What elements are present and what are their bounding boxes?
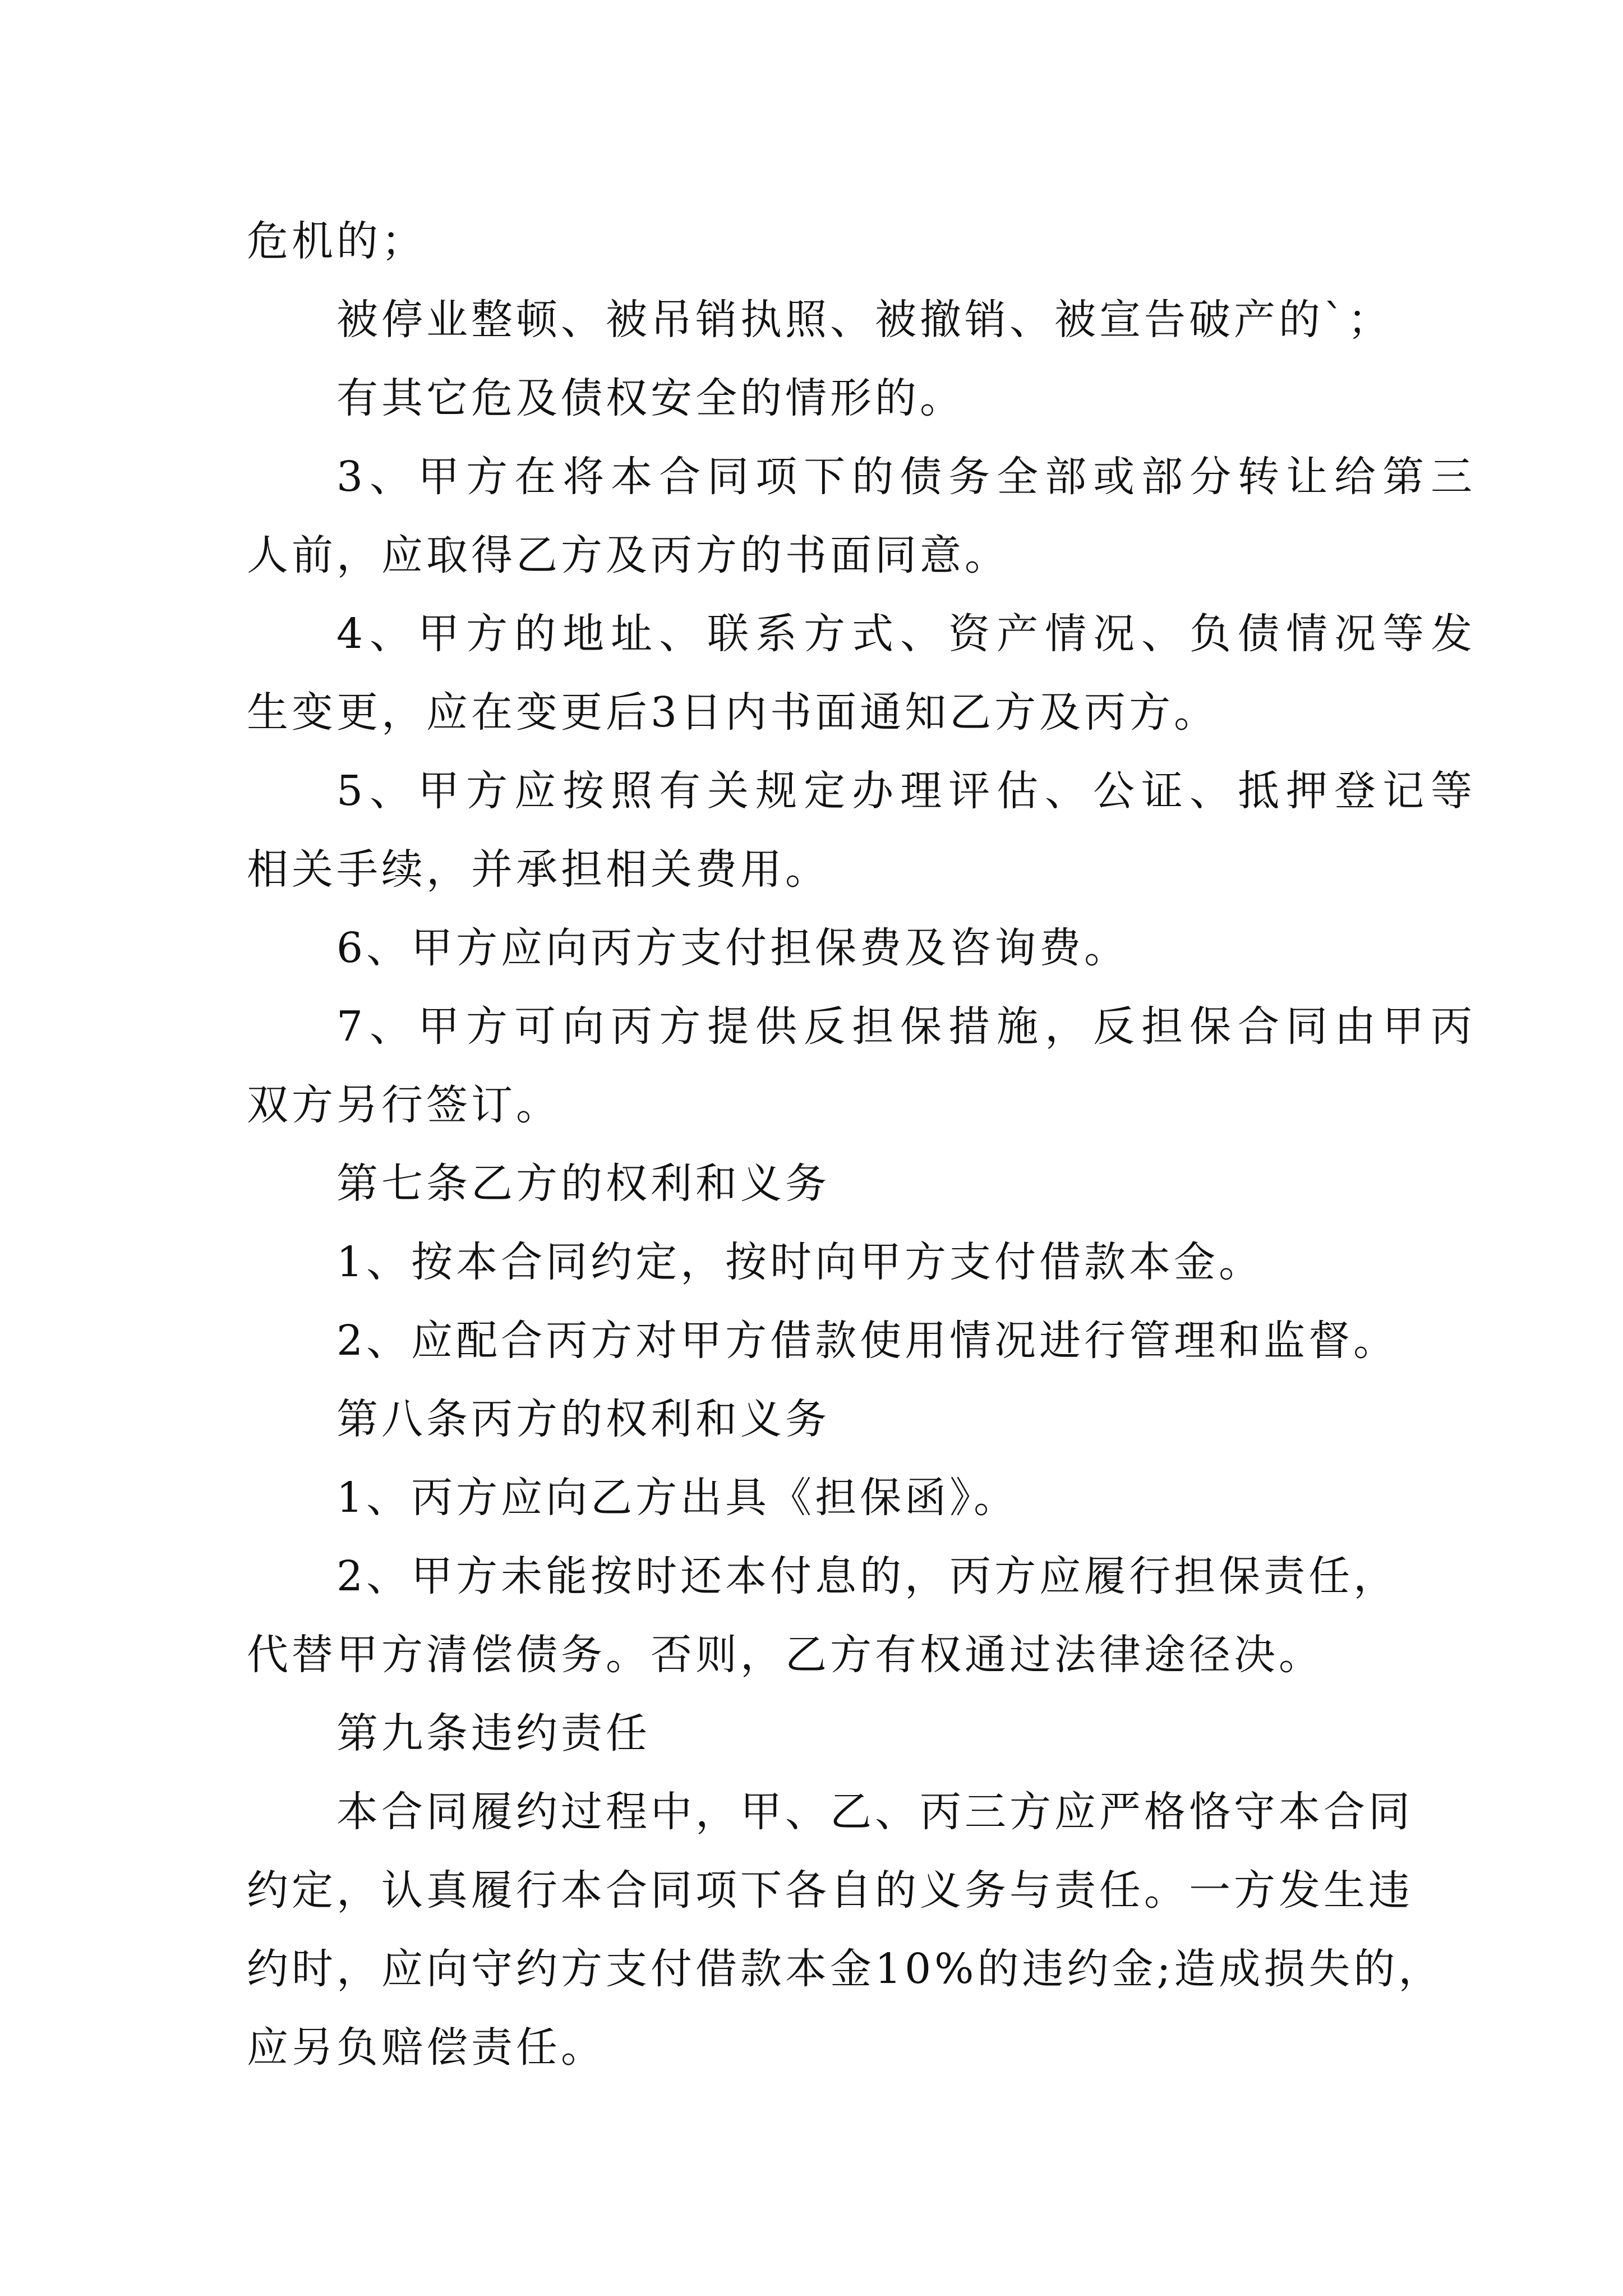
text-line: 4、甲方的地址、联系方式、资产情况、负债情况等发 xyxy=(336,610,1479,658)
text-line: 2、甲方未能按时还本付息的，丙方应履行担保责任， xyxy=(336,1552,1399,1600)
text-line: 被停业整顿、被吊销执照、被撤销、被宣告破产的`； xyxy=(336,296,1393,344)
text-line: 约定，认真履行本合同项下各自的义务与责任。一方发生违 xyxy=(247,1866,1413,1915)
text-line: 双方另行签订。 xyxy=(247,1081,561,1129)
text-line: 1、按本合同约定，按时向甲方支付借款本金。 xyxy=(336,1238,1264,1286)
text-line: 危机的； xyxy=(247,217,426,265)
text-line: 7、甲方可向丙方提供反担保措施，反担保合同由甲丙 xyxy=(336,1002,1479,1051)
document-body xyxy=(247,202,1479,2087)
text-line: 生变更，应在变更后3日内书面通知乙方及丙方。 xyxy=(247,688,1219,737)
text-line: 5、甲方应按照有关规定办理评估、公证、抵押登记等 xyxy=(336,767,1479,815)
text-line: 约时，应向守约方支付借款本金10%的违约金;造成损失的， xyxy=(247,1945,1444,1993)
section-heading: 第八条丙方的权利和义务 xyxy=(336,1395,830,1443)
text-line: 6、甲方应向丙方支付担保费及咨询费。 xyxy=(336,924,1129,972)
text-line: 相关手续，并承担相关费用。 xyxy=(247,845,830,894)
text-line: 2、应配合丙方对甲方借款使用情况进行管理和监督。 xyxy=(336,1317,1399,1365)
text-line: 1、丙方应向乙方出具《担保函》。 xyxy=(336,1474,1019,1522)
text-line: 应另负赔偿责任。 xyxy=(247,2023,606,2072)
text-line: 3、甲方在将本合同项下的债务全部或部分转让给第三 xyxy=(336,453,1479,501)
text-line: 有其它危及债权安全的情形的。 xyxy=(336,374,965,422)
section-heading: 第七条乙方的权利和义务 xyxy=(336,1159,830,1208)
text-line: 人前，应取得乙方及丙方的书面同意。 xyxy=(247,531,1009,579)
text-line: 代替甲方清偿债务。否则，乙方有权通过法律途径决。 xyxy=(247,1631,1324,1679)
text-line: 本合同履约过程中，甲、乙、丙三方应严格恪守本合同 xyxy=(336,1788,1413,1836)
section-heading: 第九条违约责任 xyxy=(336,1709,651,1757)
